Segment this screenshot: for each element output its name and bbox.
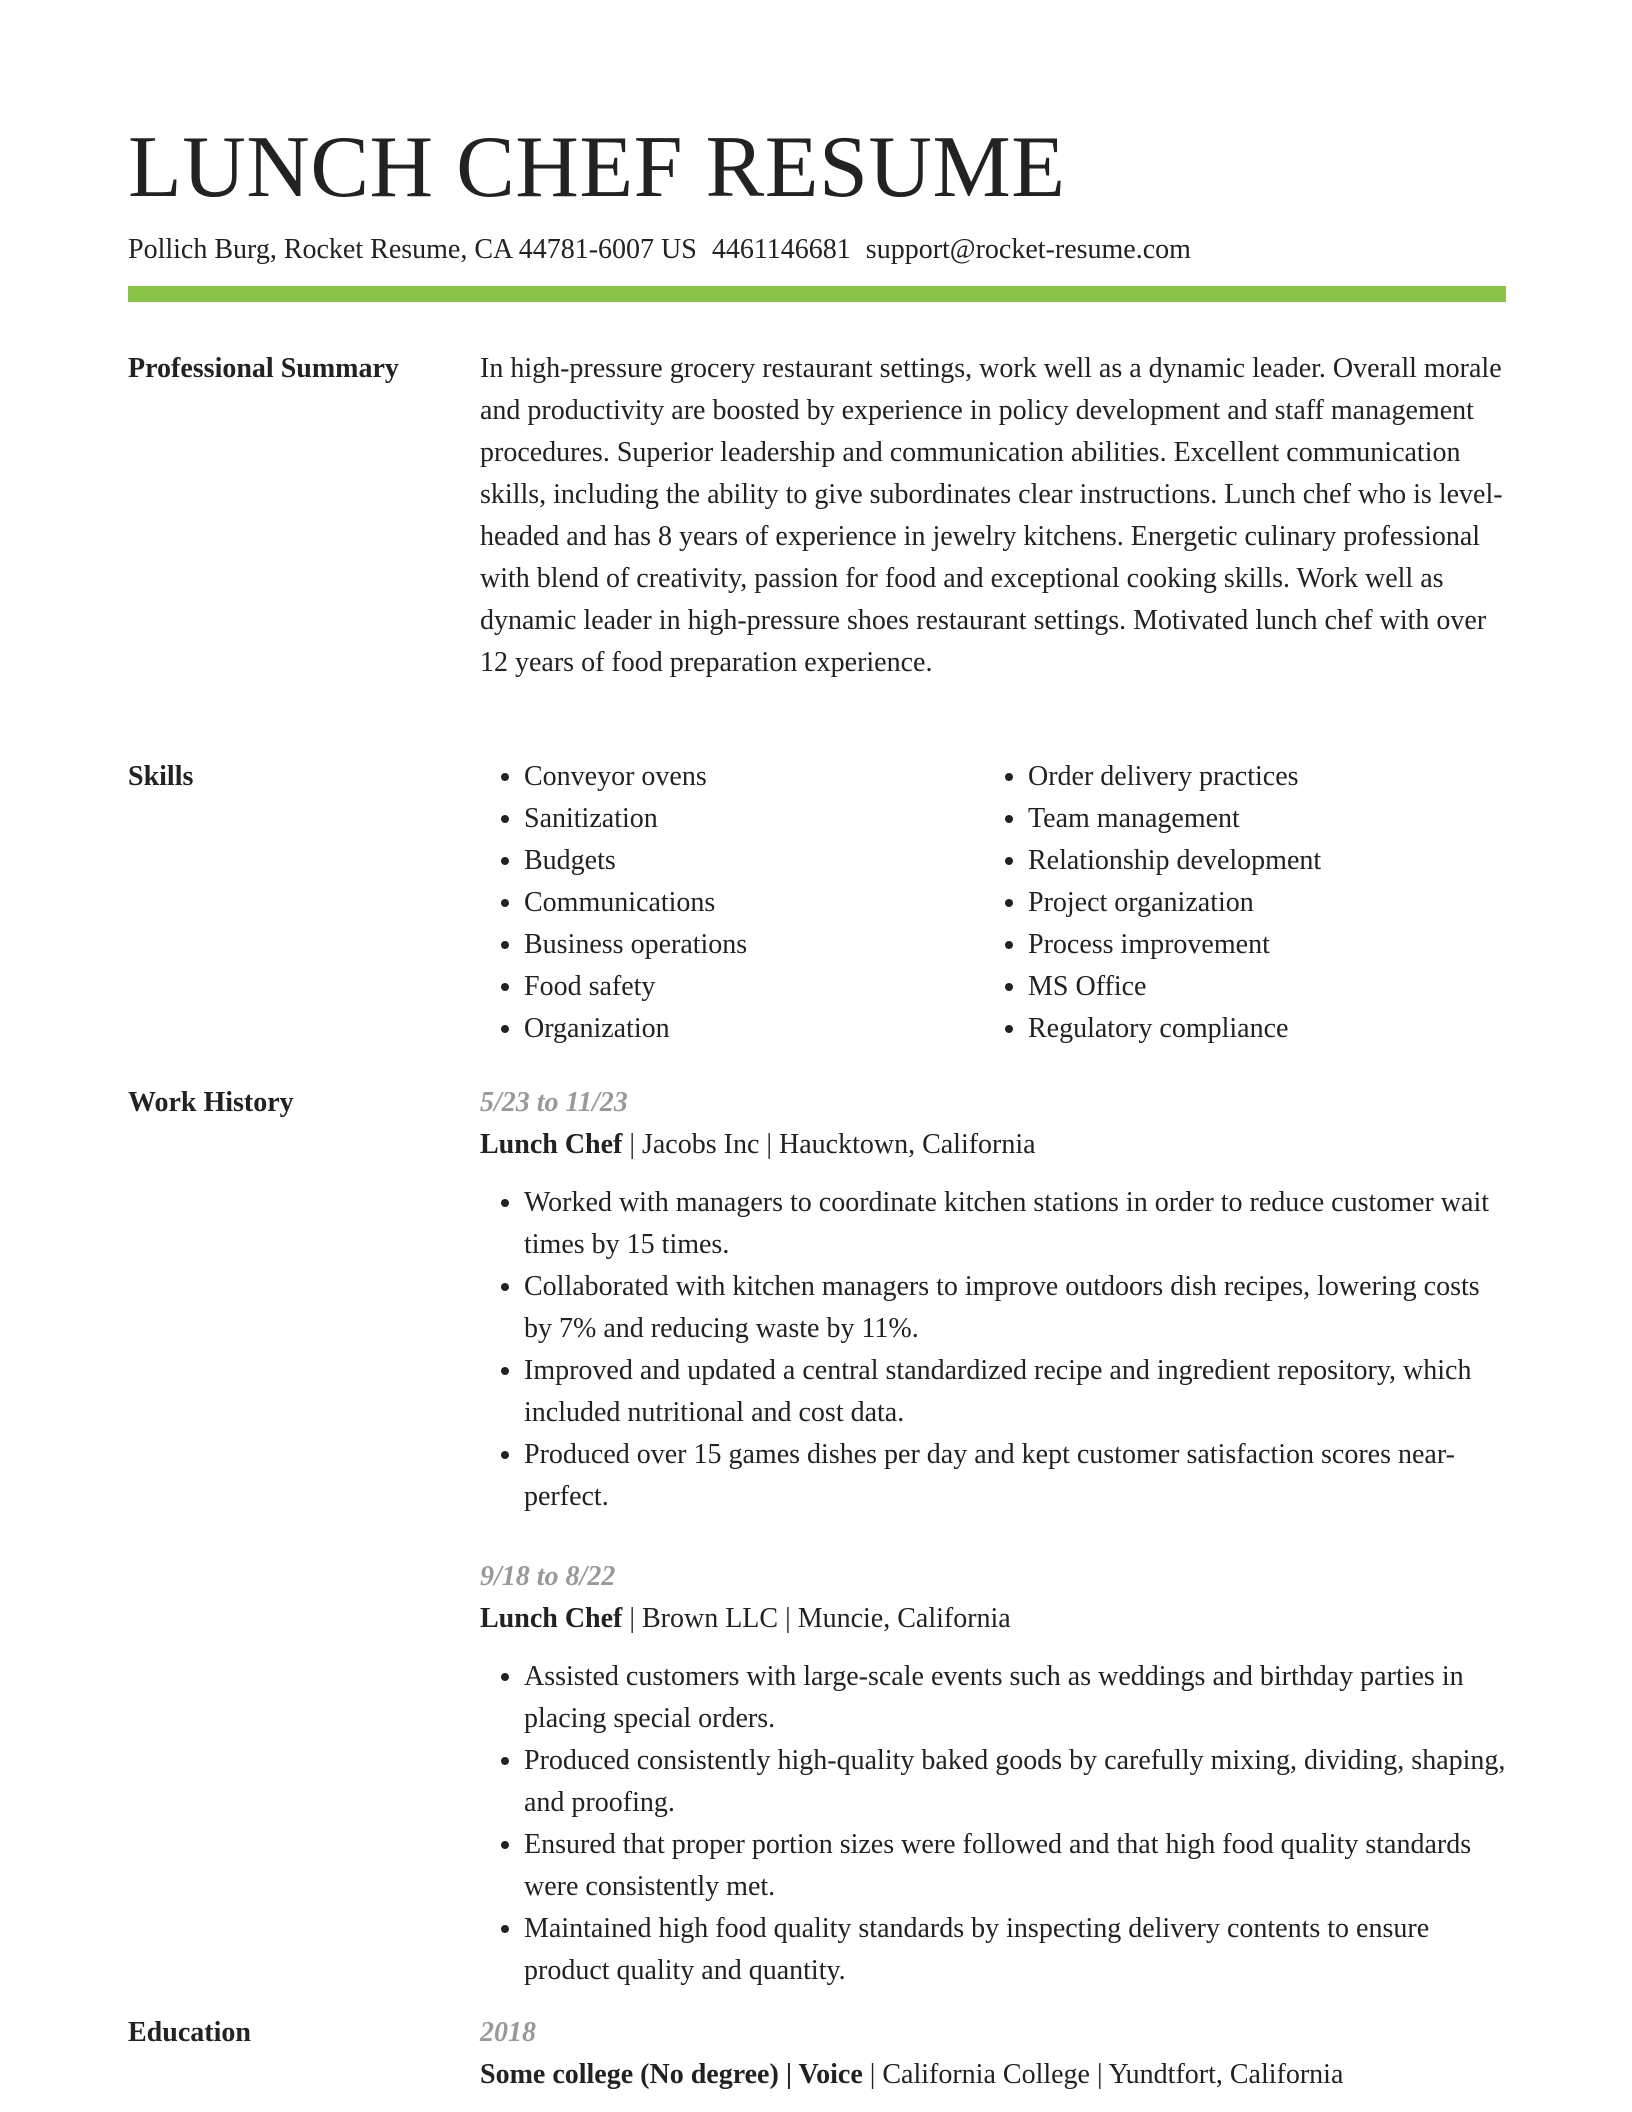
work-history-heading: Work History: [128, 1087, 294, 1118]
job-dates: 9/18 to 8/22: [480, 1561, 616, 1592]
job-bullet: • Improved and updated a central standardized recipe and ingredient repository, which included nutritional and cost data.: [524, 1350, 1506, 1434]
job-title-line: [480, 1124, 1506, 1166]
job-title: Lunch Chef: [480, 1603, 623, 1634]
summary-body: [480, 348, 1506, 684]
contact-address: Pollich Burg, Rocket Resume, CA 44781-6007 US: [128, 234, 697, 265]
skill-item: • Process improvement: [1028, 924, 1488, 966]
job-bullet: • Produced consistently high-quality baked goods by carefully mixing, dividing, shaping, and proofing.: [524, 1740, 1506, 1824]
job-employer: | Jacobs Inc | Haucktown, California: [622, 1129, 1036, 1160]
resume-title: LUNCH CHEF RESUME: [128, 119, 1066, 216]
job-bullet: • Worked with managers to coordinate kitchen stations in order to reduce customer wait times by 15 times.: [524, 1182, 1506, 1266]
skill-item: • Project organization: [1028, 882, 1488, 924]
job-title: Lunch Chef: [480, 1129, 623, 1160]
work-history-body: [480, 1082, 1506, 2030]
skill-item: • Team management: [1028, 798, 1488, 840]
education-school: | California College | Yundtfort, California: [862, 2059, 1344, 2090]
skill-item: • Conveyor ovens: [524, 756, 984, 798]
skills-body: [480, 756, 1506, 1050]
job-bullet: • Ensured that proper portion sizes were followed and that high food quality standards were consistently met.: [524, 1824, 1506, 1908]
skill-item: • Budgets: [524, 840, 984, 882]
education-line: [480, 2054, 1506, 2096]
contact-email[interactable]: support@rocket-resume.com: [865, 234, 1191, 265]
contact-phone: 4461146681: [711, 234, 851, 265]
job-entry: [480, 1556, 1506, 1992]
job-title-line: [480, 1598, 1506, 1640]
job-entry: [480, 1082, 1506, 1518]
job-bullet: • Assisted customers with large-scale events such as weddings and birthday parties in placing special orders.: [524, 1656, 1506, 1740]
skill-item: • Organization: [524, 1008, 984, 1050]
skill-item: • Order delivery practices: [1028, 756, 1488, 798]
job-bullet: • Produced over 15 games dishes per day and kept customer satisfaction scores near-perfect.: [524, 1434, 1506, 1518]
skills-heading: Skills: [128, 761, 194, 792]
summary-text: In high-pressure grocery restaurant settings, work well as a dynamic leader. Overall morale and productivity are boosted by experience in policy development and staff management procedures. Superior leadership and communication abilities. Excellent communication skills, including the ability to give subordinates clear instructions. Lunch chef who is level-headed and has 8 years of experience in jewelry kitchens. Energetic culinary professional with blend of creativity, passion for food and exceptional cooking skills. Work well as dynamic leader in high-pressure shoes restaurant settings. Motivated lunch chef with over 12 years of food preparation experience.: [480, 353, 1503, 678]
skill-item: • Relationship development: [1028, 840, 1488, 882]
job-employer: | Brown LLC | Muncie, California: [622, 1603, 1011, 1634]
job-bullet: • Collaborated with kitchen managers to improve outdoors dish recipes, lowering costs by 7% and reducing waste by 11%.: [524, 1266, 1506, 1350]
skills-list-left: [480, 756, 984, 1050]
skill-item: • MS Office: [1028, 966, 1488, 1008]
skill-item: • Communications: [524, 882, 984, 924]
skill-item: • Regulatory compliance: [1028, 1008, 1488, 1050]
education-heading: Education: [128, 2017, 251, 2048]
education-degree: Some college (No degree) | Voice: [480, 2059, 863, 2090]
header-divider: [128, 286, 1506, 302]
job-bullet: • Maintained high food quality standards by inspecting delivery contents to ensure product quality and quantity.: [524, 1908, 1506, 1992]
summary-heading: Professional Summary: [128, 353, 399, 384]
contact-line: [128, 230, 1191, 270]
job-dates: 5/23 to 11/23: [480, 1087, 628, 1118]
job-bullets: [480, 1182, 1506, 1518]
skill-item: • Sanitization: [524, 798, 984, 840]
education-year: 2018: [480, 2017, 536, 2048]
job-bullets: [480, 1656, 1506, 1992]
skill-item: • Food safety: [524, 966, 984, 1008]
education-body: [480, 2012, 1506, 2096]
skills-list-right: [984, 756, 1488, 1050]
skill-item: • Business operations: [524, 924, 984, 966]
